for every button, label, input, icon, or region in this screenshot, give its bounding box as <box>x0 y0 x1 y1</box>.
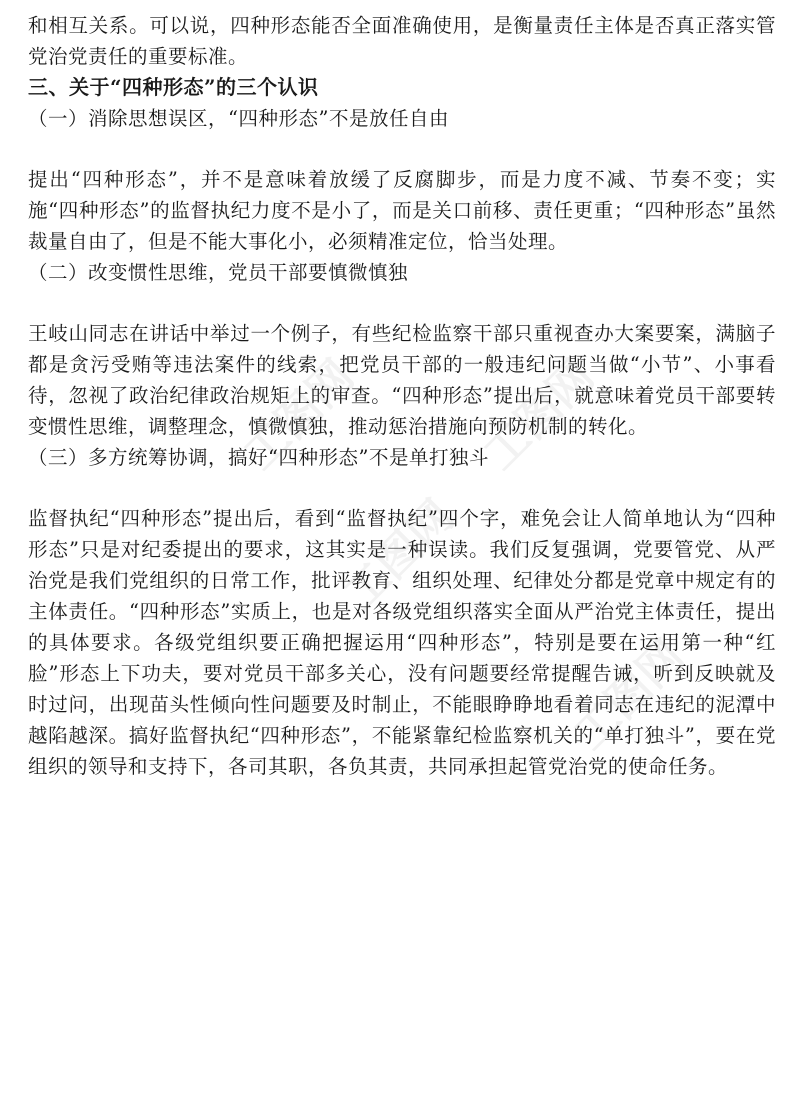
subsection-heading-3: （三）多方统筹协调，搞好“四种形态”不是单打独斗 <box>28 446 489 469</box>
subsection-heading-2: （二）改变惯性思维，党员干部要慎微慎独 <box>28 261 409 284</box>
section-heading: 三、关于“四种形态”的三个认识 <box>28 75 319 99</box>
paragraph-3: 监督执纪“四种形态”提出后，看到“监督执纪”四个字，难免会让人简单地认为“四种形态”只是对纪委提出的要求，这其实是一种误读。我们反复强调，党要管党、从严治党是我们党组织的日常工作，批评教育、组织处理、纪律处分都是党章中规定有的主体责任。“四种形态”实质上，也是对各级党组织落实全面从严治党主体责任，提出的具体要求。各级党组织要正确把握运用“四种形态”，特别是要在运用第一种“红脸”形态上下功夫，要对党员干部多关心，没有问题要经常提醒告诫，听到反映就及时过问，出现苗头性倾向性问题要及时制止，不能眼睁睁地看着同志在违纪的泥潭中越陷越深。搞好监督执纪“四种形态”，不能紧靠纪检监察机关的“单打独斗”，要在党组织的领导和支持下，各司其职，各负其责，共同承担起管党治党的使命任务。 <box>28 507 776 778</box>
subsection-heading-1: （一）消除思想误区，“四种形态”不是放任自由 <box>28 107 449 130</box>
watermark-mark: 工图网 <box>234 350 364 480</box>
watermark-mark: 工图网 <box>474 350 604 480</box>
paragraph-1: 提出“四种形态”，并不是意味着放缓了反腐脚步，而是力度不减、节奏不变；实施“四种形态”的监督执纪力度不是小了，而是关口前移、责任更重；“四种形态”虽然裁量自由了，但是不能大事化小，必须精准定位，恰当处理。 <box>28 168 776 253</box>
document-body <box>28 10 776 782</box>
paragraph-intro-continuation: 和相互关系。可以说，四种形态能否全面准确使用，是衡量责任主体是否真正落实管党治党责任的重要标准。 <box>28 14 776 68</box>
paragraph-2: 王岐山同志在讲话中举过一个例子，有些纪检监察干部只重视查办大案要案，满脑子都是贪污受贿等违法案件的线索，把党员干部的一般违纪问题当做“小节”、小事看待，忽视了政治纪律政治规矩上的审查。“四种形态”提出后，就意味着党员干部要转变惯性思维，调整理念，慎微慎独，推动惩治措施向预防机制的转化。 <box>28 322 776 438</box>
watermark-mark: 工图网 <box>564 630 694 760</box>
watermark-mark: 工图网 <box>334 490 464 620</box>
